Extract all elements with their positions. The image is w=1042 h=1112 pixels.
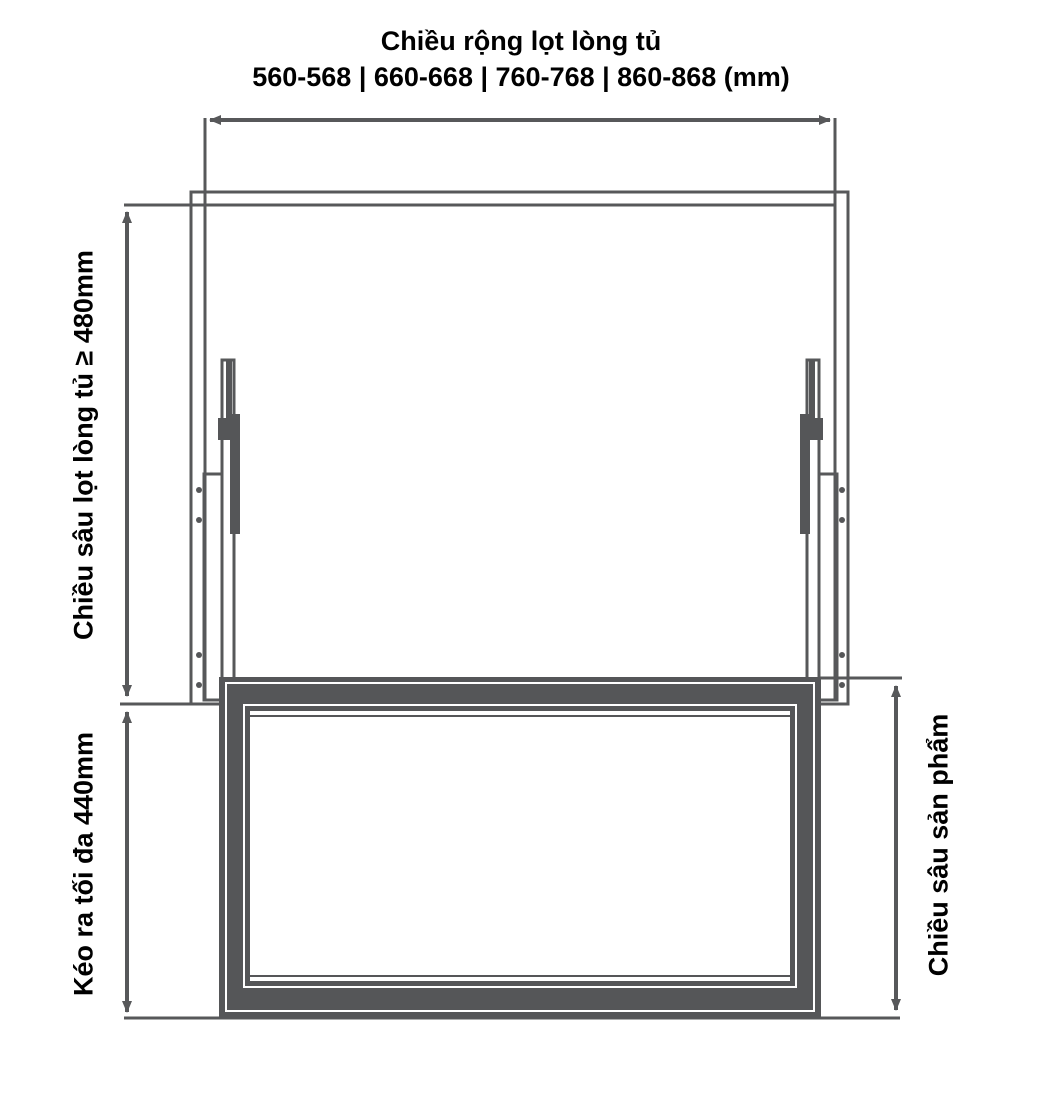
width-sizes: 560-568 | 660-668 | 760-768 | 860-868 (mm) [252, 62, 790, 92]
right-screw-4 [839, 682, 845, 688]
left-slide-block [230, 414, 240, 534]
left-screw-4 [196, 682, 202, 688]
right-slide-block [800, 414, 810, 534]
left-screw-1 [196, 487, 202, 493]
max-pullout-label: Kéo ra tối đa 440mm [68, 731, 99, 997]
basket-frame-highlight-outer [226, 683, 814, 1011]
basket-frame-highlight-inner [244, 705, 796, 987]
left-slide-stop [218, 418, 226, 440]
left-runner [196, 360, 240, 700]
left-screw-2 [196, 517, 202, 523]
cabinet-outer-frame [191, 192, 848, 704]
right-screw-3 [839, 652, 845, 658]
right-runner [800, 360, 845, 700]
left-screw-3 [196, 652, 202, 658]
basket-frame [219, 677, 821, 1018]
right-screw-1 [839, 487, 845, 493]
width-title: Chiều rộng lọt lòng tủ [380, 26, 662, 56]
inner-depth-label: Chiều sâu lọt lòng tủ ≥ 480mm [68, 250, 99, 640]
right-screw-2 [839, 517, 845, 523]
right-slide-stop [815, 418, 823, 440]
product-depth-dimension [820, 678, 902, 1010]
basket-frame-body [219, 677, 821, 1018]
product-depth-label: Chiều sâu sản phẩm [923, 713, 954, 977]
